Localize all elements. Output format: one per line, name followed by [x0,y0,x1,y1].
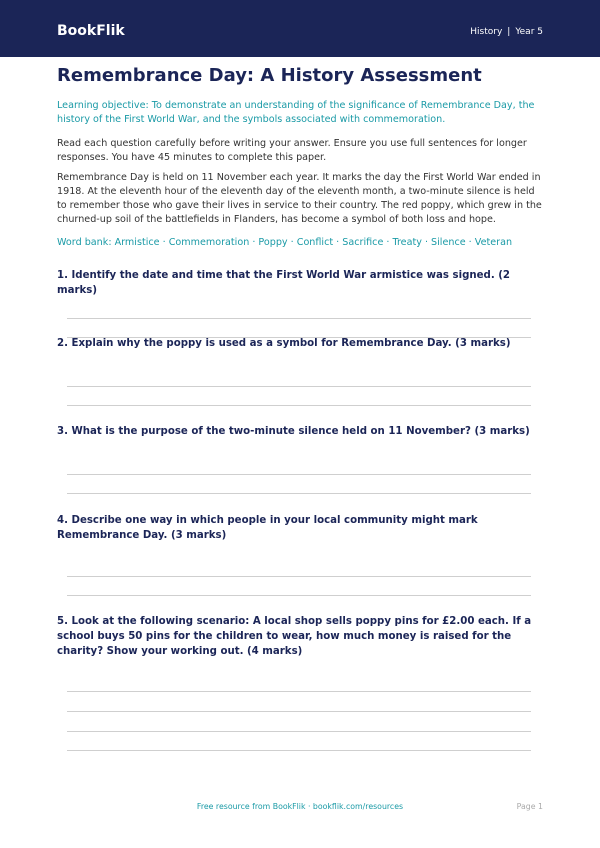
header-meta [470,26,543,38]
instructions-paragraph: Read each question carefully before writing your answer. Ensure you use full sentences for longer responses. You have 45 minutes to complete this paper. [57,138,527,163]
header-bar [0,0,600,57]
answer-line[interactable] [67,386,531,387]
answer-line[interactable] [67,493,531,494]
question-4: 4. Describe one way in which people in your local community might mark Remembrance Day. (3 marks) [57,515,478,541]
question-2: 2. Explain why the poppy is used as a symbol for Remembrance Day. (3 marks) [57,338,511,349]
subject-label: History [470,27,503,37]
answer-line[interactable] [67,318,531,319]
answer-line[interactable] [67,405,531,406]
page-title: Remembrance Day: A History Assessment [57,65,482,86]
answer-line[interactable] [67,711,531,712]
answer-line[interactable] [67,595,531,596]
context-paragraph: Remembrance Day is held on 11 November each year. It marks the day the First World War ended in 1918. At the eleventh hour of the eleventh day of the eleventh month, a two-minute silence is held to remember those who gave their lives in service to their country. The red poppy, which grew in the churned-up soil of the battlefields in Flanders, has become a symbol of both loss and hope. [57,172,542,225]
answer-line[interactable] [67,750,531,751]
answer-line[interactable] [67,576,531,577]
footer-source: Free resource from BookFlik · bookflik.com/resources [196,802,404,811]
answer-line[interactable] [67,691,531,692]
separator: | [507,27,511,37]
learning-objective: Learning objective: To demonstrate an understanding of the significance of Remembrance Day, the history of the First World War, and the symbols associated with commemoration. [57,100,535,125]
question-1: 1. Identify the date and time that the First World War armistice was signed. (2 marks) [57,270,510,296]
answer-line[interactable] [67,474,531,475]
answer-line[interactable] [67,731,531,732]
question-5: 5. Look at the following scenario: A local shop sells poppy pins for £2.00 each. If a school buys 50 pins for the children to wear, how much money is raised for the charity? Show your working out. (4 marks) [57,616,532,657]
brand-logo: BookFlik [57,23,125,39]
year-label: Year 5 [515,27,543,37]
page-number: Page 1 [516,802,543,811]
question-3: 3. What is the purpose of the two-minute silence held on 11 November? (3 marks) [57,426,530,437]
word-bank: Word bank: Armistice · Commemoration · Poppy · Conflict · Sacrifice · Treaty · Silence · Veteran [57,237,513,248]
